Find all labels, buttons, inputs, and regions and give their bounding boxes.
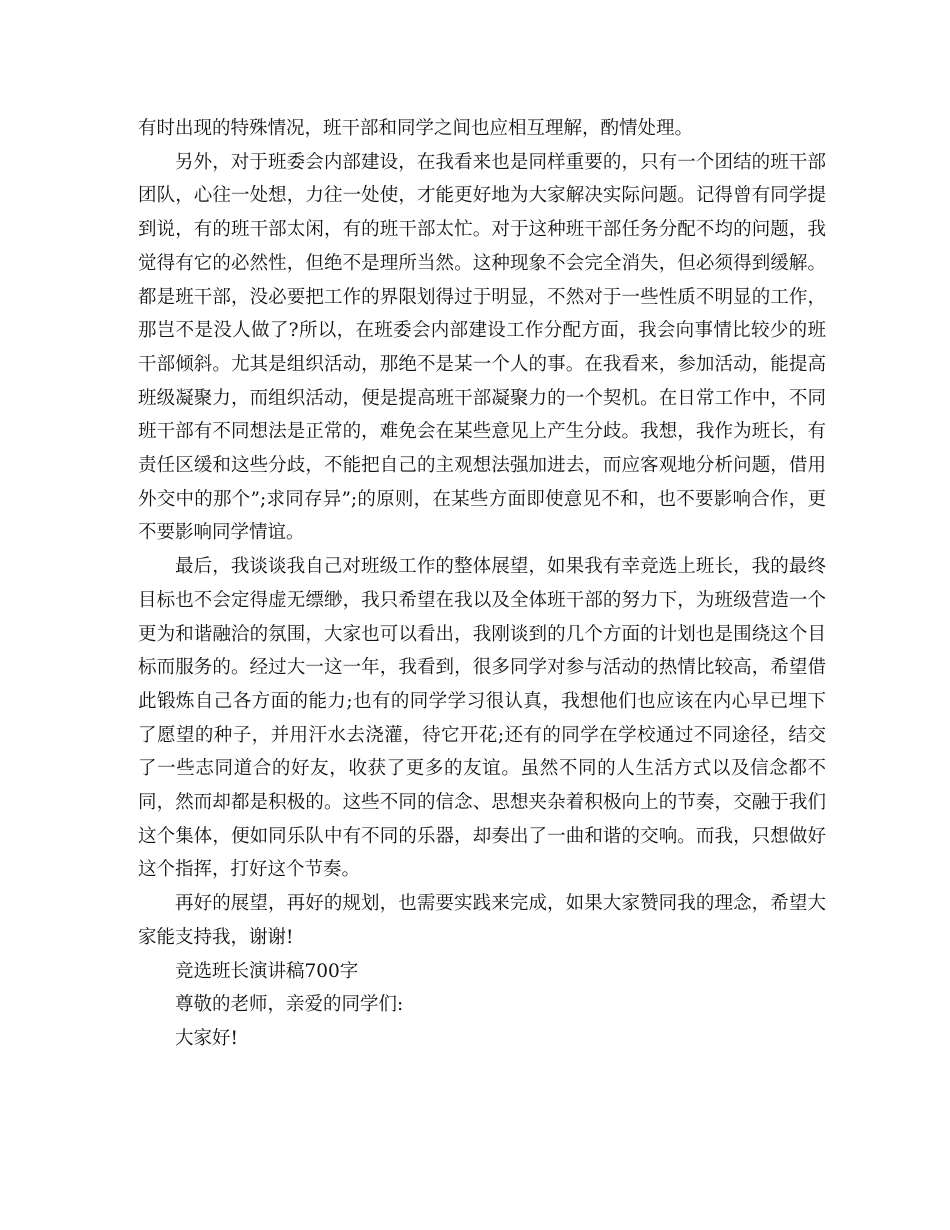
greeting: 大家好! (175, 1027, 238, 1049)
paragraph-outlook: 最后，我谈谈我自己对班级工作的整体展望，如果我有幸竞选上班长，我的最终目标也不会定得虚无缥缈，我只希望在我以及全体班干部的努力下，为班级营造一个更为和谐融洽的氛围，大家也可以看出，我刚谈到的几个方面的计划也是围绕这个目标而服务的。经过大一这一年，我看到，很多同学对参与活动的热情比较高，希望借此锻炼自己各方面的能力;也有的同学学习很认真，我想他们也应该在内心早已埋下了愿望的种子，并用汗水去浇灌，待它开花;还有的同学在学校通过不同途径，结交了一些志同道合的好友，收获了更多的友谊。虽然不同的人生活方式以及信念都不同，然而却都是积极的。这些不同的信念、思想夹杂着积极向上的节奏，交融于我们这个集体，便如同乐队中有不同的乐器，却奏出了一曲和谐的交响。而我，只想做好这个指挥，打好这个节奏。 (138, 556, 826, 881)
paragraph-closing: 再好的展望，再好的规划，也需要实践来完成，如果大家赞同我的理念，希望大家能支持我，谢谢! (138, 893, 826, 948)
salutation: 尊敬的老师，亲爱的同学们: (175, 994, 404, 1016)
paragraph-continuation: 有时出现的特殊情况，班干部和同学之间也应相互理解，酌情处理。 (138, 118, 694, 139)
paragraph-class-committee: 另外，对于班委会内部建设，在我看来也是同样重要的，只有一个团结的班干部团队，心往一处想，力往一处使，才能更好地为大家解决实际问题。记得曾有同学提到说，有的班干部太闲，有的班干部太忙。对于这种班干部任务分配不均的问题，我觉得有它的必然性，但绝不是理所当然。这种现象不会完全消失，但必须得到缓解。都是班干部，没必要把工作的界限划得过于明显，不然对于一些性质不明显的工作，那岂不是没人做了?所以，在班委会内部建设工作分配方面，我会向事情比较少的班干部倾斜。尤其是组织活动，那绝不是某一个人的事。在我看来，参加活动，能提高班级凝聚力，而组织活动，便是提高班干部凝聚力的一个契机。在日常工作中，不同班干部有不同想法是正常的，难免会在某些意见上产生分歧。我想，我作为班长，有责任区缓和这些分歧，不能把自己的主观想法强加进去，而应客观地分析问题，借用外交中的那个”;求同存异”;的原则，在某些方面即使意见不和，也不要影响合作，更不要影响同学情谊。 (138, 151, 826, 544)
speech-title: 竞选班长演讲稿700字 (175, 960, 359, 982)
document-page (138, 112, 826, 1056)
